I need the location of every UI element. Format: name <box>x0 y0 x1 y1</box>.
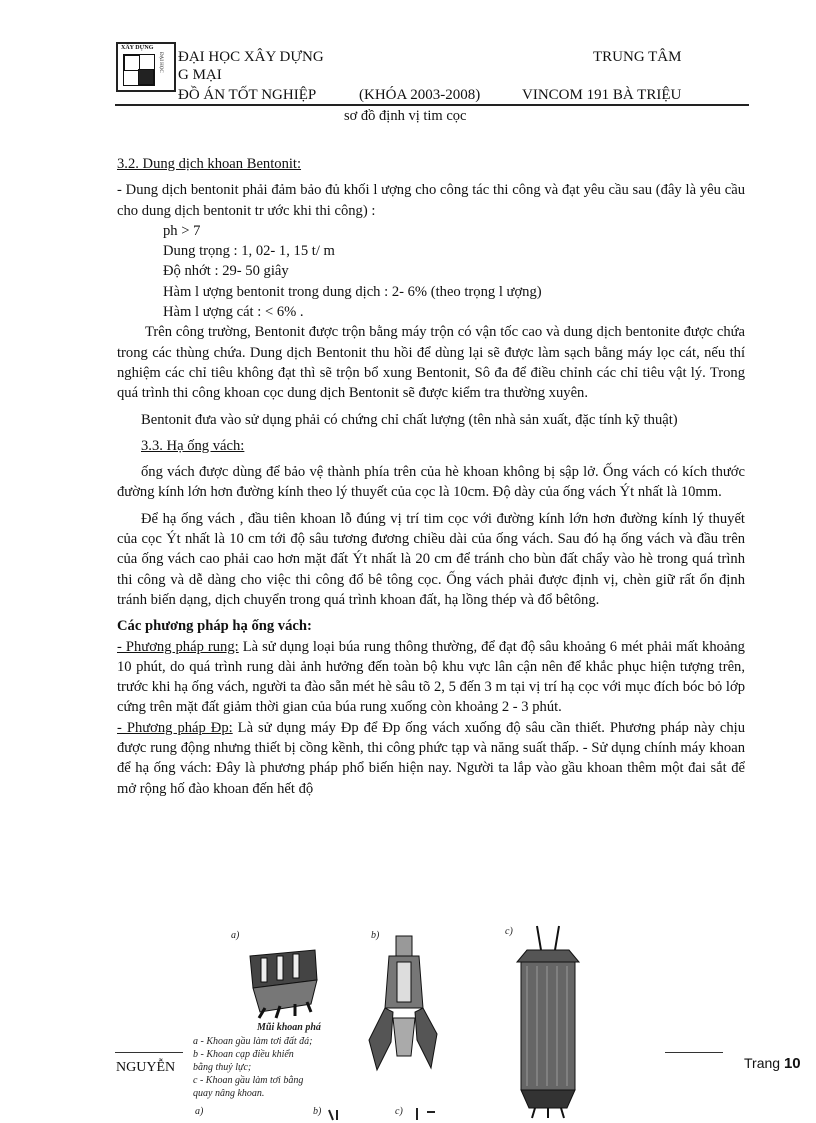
section-3-2 <box>117 154 745 799</box>
method-vibration-text: Là sử dụng loại búa rung thông thường, để đạt độ sâu khoảng 6 mét phải mất khoảng 10 phút, do quá trình rung dài ảnh hưởng đến toàn bộ khu vực lân cận nên để khắc phục hiện tượng trên, trước khi hạ ống vách, người ta đào sẵn mét hè sâu tõ 2, 5 đến 3 m tại vị trí hạ cọc với mục đích bóc bỏ lớp cứng trên mặt đất giảm thời gian của búa rung xuống còn khoảng 2 - 3 phút. <box>117 638 745 716</box>
page-label: Trang <box>744 1055 781 1071</box>
header-project: ĐỒ ÁN TỐT NGHIỆP <box>178 87 317 103</box>
bentonite-requirements-intro: - Dung dịch bentonit phải đảm bảo đủ khối l ượng cho công tác thi công và đạt yêu cầu sau (đây là yêu cầu cho dung dịch bentonit tr ước khi thi công) : <box>117 182 745 219</box>
figure-caption-b: b - Khoan cạp điều khiển <box>193 1049 294 1060</box>
figure-label-b: b) <box>371 930 380 941</box>
logo-grid-icon <box>123 54 155 86</box>
bucket-auger-icon <box>250 950 317 1018</box>
header-trade: G MẠI <box>178 67 222 83</box>
methods-title: Các phương pháp hạ ống vách: <box>117 618 312 635</box>
req-ph: ph > 7 <box>163 222 201 239</box>
figure-bottom-label-c: c) <box>395 1106 403 1117</box>
figure-bottom-label-b: b) <box>313 1106 322 1117</box>
figure-bottom-label-a: a) <box>195 1106 204 1117</box>
req-density: Dung trọng : 1, 02- 1, 15 t/ m <box>163 243 335 260</box>
header-university: ĐẠI HỌC XÂY DỰNG <box>178 49 324 65</box>
header-course: (KHÓA 2003-2008) <box>359 87 481 103</box>
footer-rule-left <box>115 1052 183 1053</box>
section-3-3-title-wrap <box>117 436 745 456</box>
figure-caption-b2: bằng thuỷ lực; <box>193 1062 252 1073</box>
req-viscosity: Độ nhớt : 29- 50 giây <box>163 263 289 280</box>
hydraulic-grab-icon <box>369 936 437 1070</box>
page-number <box>744 1055 801 1072</box>
bentonite-certificate-paragraph: Bentonit đưa vào sử dụng phải có chứng chỉ chất lượng (tên nhà sản xuất, đặc tính kỹ thuật) <box>141 411 678 428</box>
method-vibration-label: - Phương pháp rung: <box>117 638 239 655</box>
drill-bits-figure <box>193 922 595 1122</box>
section-3-3-title: 3.3. Hạ ống vách: <box>141 437 245 454</box>
core-barrel-icon <box>517 926 579 1118</box>
casing-description-paragraph: ống vách được dùng để bảo vệ thành phía trên của hè khoan không bị sập lở. Ống vách có kích thước đường kính lớn hơn đường kính theo lý thuyết của cọc là 10cm. Độ dày của ống vách Ýt nhất là 10mm. <box>117 464 745 501</box>
logo-text: XÂY DỰNG <box>121 45 154 51</box>
method-vibration <box>117 637 745 718</box>
footer-rule-right <box>665 1052 723 1053</box>
casing-installation-paragraph: Để hạ ống vách , đầu tiên khoan lỗ đúng vị trí tim cọc với đường kính lớn hơn đường kính lý thuyết của cọc Ýt nhất là 10 cm tới độ sâu tương đương chiều dài của ống vách. Sau đó hạ ống vách và đầu trên của ống vách cao phải cao hơn mặt đất Ýt nhất là 20 cm để tránh cho bùn đất chẩy vào hè trong quá trình thi công và dễ dàng cho việc thi công đổ bê tông cọc. Ống vách phải được định vị, chèn giữ rất ổn định tránh biến dạng, dịch chuyển trong quá trình khoan đất, hạ lồng thép và đổ bêtông. <box>117 510 745 608</box>
req-sand-content: Hàm l ượng cát : < 6% . <box>163 304 304 321</box>
method-press-label: - Phương pháp Đp: <box>117 719 233 736</box>
header-center: TRUNG TÂM <box>593 49 682 65</box>
figure-caption-title: Mũi khoan phá <box>257 1022 321 1033</box>
bentonite-mixing-paragraph: Trên công trường, Bentonit được trộn bằng máy trộn có vận tốc cao và dung dịch bentonite được chứa trong các thùng chứa. Dung dịch Bentonit thu hồi để dùng lại sẽ được làm sạch bằng máy lọc cát, nếu thí nghiệm các chỉ tiêu không đạt thì sẽ trộn bổ xung Bentonit, Sô đa để điều chỉnh các chỉ tiêu vật lý. Trong quá trình thi công khoan cọc dung dịch Bentonit sẽ được kiểm tra thường xuyên. <box>117 324 745 402</box>
figure-caption-c: c - Khoan gầu làm tơi bằng <box>193 1075 304 1086</box>
header-rule <box>115 104 749 106</box>
figure-caption-c2: quay nâng khoan. <box>193 1088 265 1099</box>
figure-caption-a: a - Khoan gầu làm tơi đất đá; <box>193 1036 313 1047</box>
footer-author: NGUYỄN <box>116 1060 176 1075</box>
page-number-value: 10 <box>783 1055 801 1072</box>
university-logo <box>116 42 176 92</box>
figure-label-c: c) <box>505 926 513 937</box>
section-3-2-title: 3.2. Dung dịch khoan Bentonit: <box>117 156 302 172</box>
header-subtitle: sơ đồ định vị tim cọc <box>344 108 467 124</box>
method-press-text: Là sử dụng máy Đp để Đp ống vách xuống độ sâu cần thiết. Phương pháp này chịu được rung động nhưng thiết bị cồng kềnh, thi công phức tạp và năng suất thấp. - Sử dụng chính máy khoan để hạ ống vách: Đây là phương pháp phổ biến hiện nay. Người ta lắp vào gầu khoan thêm một đai sắt để mở rộng hố đào khoan đến hết độ <box>117 719 746 797</box>
req-bentonite-content: Hàm l ượng bentonit trong dung dịch : 2- 6% (theo trọng l ượng) <box>163 283 542 300</box>
method-press <box>117 718 745 799</box>
logo-side-text: ĐẠI HỌC <box>158 52 163 73</box>
header-building: VINCOM 191 BÀ TRIỆU <box>522 87 682 103</box>
figure-label-a: a) <box>231 930 240 941</box>
